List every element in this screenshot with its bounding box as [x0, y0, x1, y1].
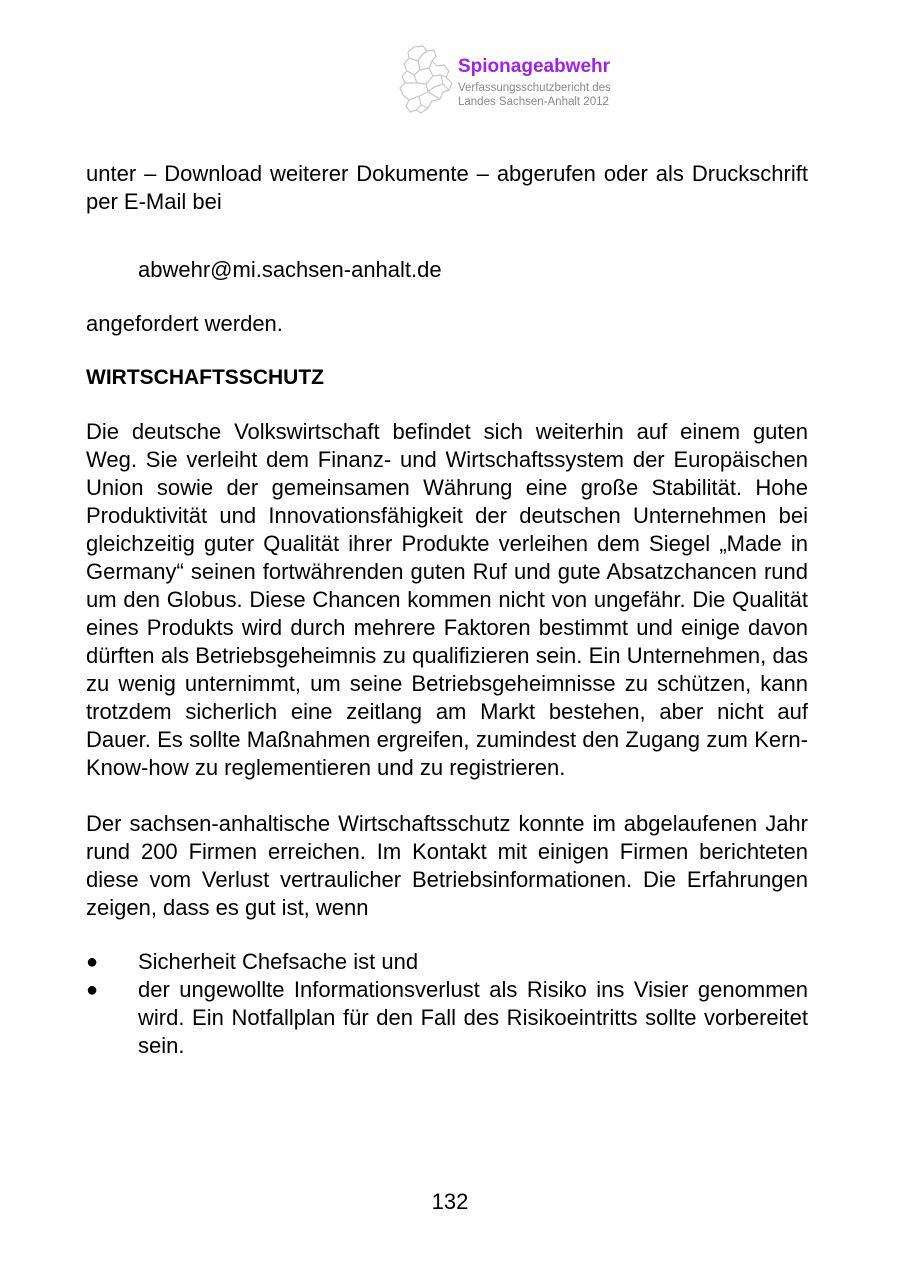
list-item: [86, 948, 808, 976]
header-title: Spionageabwehr: [458, 56, 611, 77]
header-subtitle: [458, 81, 611, 109]
page-content: [86, 160, 808, 1060]
page-number: 132: [431, 1189, 469, 1214]
bullet-list: [86, 948, 808, 1060]
contact-email: abwehr@mi.sachsen-anhalt.de: [138, 257, 442, 282]
list-item: [86, 976, 808, 1060]
body-paragraph-1: Die deutsche Volkswirtschaft befindet sich weiterhin auf einem guten Weg. Sie verleiht dem Finanz- und Wirtschaftssystem der Europäischen Union sowie der gemeinsamen Währung eine große Stabilität. Hohe Produktivität und Innovationsfähigkeit der deutschen Unternehmen bei gleichzeitig guter Qualität ihrer Produkte verleihen dem Siegel „Made in Germany“ seinen fortwährenden guten Ruf und gute Absatzchancen rund um den Globus. Diese Chancen kommen nicht von ungefähr. Die Qualität eines Produkts wird durch mehrere Faktoren bestimmt und einige davon dürften als Betriebsgeheimnis zu qualifizieren sein. Ein Unternehmen, das zu wenig unternimmt, um seine Betriebsgeheimnisse zu schützen, kann trotzdem sicherlich eine zeitlang am Markt bestehen, aber nicht auf Dauer. Es sollte Maßnahmen ergreifen, zumindest den Zugang zum Kern-Know-how zu reglementieren und zu registrieren.: [86, 419, 808, 780]
saxony-anhalt-map-icon: [396, 44, 456, 116]
list-item-text: Sicherheit Chefsache ist und: [138, 949, 419, 974]
header-subtitle-line2: Landes Sachsen-Anhalt 2012: [458, 96, 609, 108]
requested-paragraph: angefordert werden.: [86, 311, 283, 336]
intro-paragraph: unter – Download weiterer Dokumente – abgerufen oder als Druckschrift per E-Mail bei: [86, 161, 808, 214]
header-subtitle-line1: Verfassungsschutzbericht des: [458, 82, 611, 94]
body-paragraph-2: Der sachsen-anhaltische Wirtschaftsschutz konnte im abgelaufenen Jahr rund 200 Firmen erreichen. Im Kontakt mit einigen Firmen berichteten diese vom Verlust vertraulicher Betriebsinformationen. Die Erfahrungen zeigen, dass es gut ist, wenn: [86, 811, 808, 920]
bullet-icon: ●: [86, 979, 99, 1001]
section-heading: WIRTSCHAFTSSCHUTZ: [86, 366, 324, 389]
bullet-icon: ●: [86, 951, 99, 973]
page-header: [396, 44, 656, 116]
list-item-text: der ungewollte Informationsverlust als Risiko ins Visier genommen wird. Ein Notfallplan für den Fall des Risikoeintritts sollte vorbereitet sein.: [138, 977, 808, 1058]
